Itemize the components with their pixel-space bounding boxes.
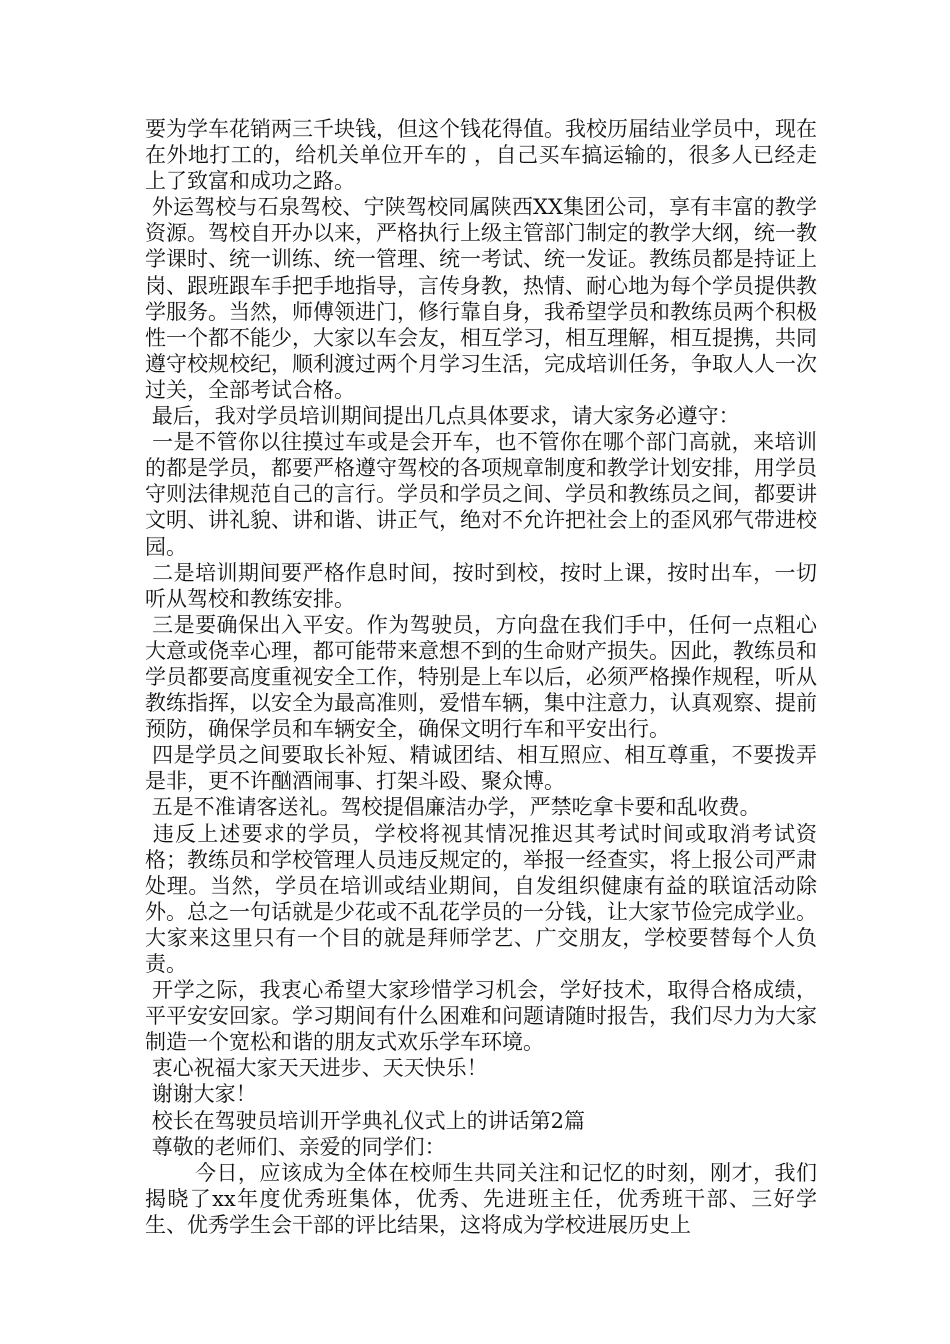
paragraph: 一是不管你以往摸过车或是会开车，也不管你在哪个部门高就，来培训的都是学员，都要严格遵守驾校的各项规章制度和教学计划安排，用学员守则法律规范自己的言行。学员和学员之间、学员和教练员之间，都要讲文明、讲礼貌、讲和谐、讲正气，绝对不允许把社会上的歪风邪气带进校园。	[145, 430, 817, 559]
paragraph: 二是培训期间要严格作息时间，按时到校，按时上课，按时出车，一切听从驾校和教练安排。	[145, 560, 817, 611]
salutation: 尊敬的老师们、亲爱的同学们：	[145, 1134, 446, 1159]
paragraph: 五是不准请客送礼。驾校提倡廉洁办学，严禁吃拿卡要和乱收费。	[145, 795, 761, 820]
paragraph: 衷心祝福大家天天进步、天天快乐！	[145, 1056, 488, 1081]
paragraph: 三是要确保出入平安。作为驾驶员，方向盘在我们手中，任何一点粗心大意或侥幸心理，都可能带来意想不到的生命财产损失。因此，教练员和学员都要高度重视安全工作，特别是上车以后，必须严格操作规程，听从教练指挥，以安全为最高准则，爱惜车辆，集中注意力，认真观察、提前预防，确保学员和车辆安全，确保文明行车和平安出行。	[145, 612, 817, 742]
paragraph: 谢谢大家！	[145, 1082, 257, 1107]
paragraph: 四是学员之间要取长补短、精诚团结、相互照应、相互尊重，不要拨弄是非，更不许酗酒闹事、打架斗殴、聚众博。	[145, 743, 817, 794]
paragraph: 违反上述要求的学员，学校将视其情况推迟其考试时间或取消考试资格；教练员和学校管理人员违反规定的，举报一经查实，将上报公司严肃处理。当然，学员在培训或结业期间，自发组织健康有益的联谊活动除外。总之一句话就是少花或不乱花学员的一分钱，让大家节俭完成学业。大家来这里只有一个目的就是拜师学艺、广交朋友，学校要替每个人负责。	[145, 821, 817, 976]
section-title: 校长在驾驶员培训开学典礼仪式上的讲话第2篇	[145, 1108, 586, 1133]
document-body	[145, 116, 817, 1238]
paragraph: 今日，应该成为全体在校师生共同关注和记忆的时刻，刚才，我们揭晓了xx年度优秀班集体，优秀、先进班主任，优秀班干部、三好学生、优秀学生会干部的评比结果，这将成为学校进展历史上	[145, 1160, 817, 1237]
paragraph: 要为学车花销两三千块钱，但这个钱花得值。我校历届结业学员中，现在在外地打工的，给机关单位开车的 ，自己买车搞运输的，很多人已经走上了致富和成功之路。	[145, 117, 817, 194]
paragraph: 最后，我对学员培训期间提出几点具体要求，请大家务必遵守：	[145, 404, 740, 429]
paragraph: 外运驾校与石泉驾校、宁陕驾校同属陕西XX集团公司，享有丰富的教学资源。驾校自开办以来，严格执行上级主管部门制定的教学大纲，统一教学课时、统一训练、统一管理、统一考试、统一发证。教练员都是持证上岗、跟班跟车手把手地指导，言传身教，热情、耐心地为每个学员提供教学服务。当然，师傅领进门，修行靠自身，我希望学员和教练员两个积极性一个都不能少，大家以车会友，相互学习，相互理解，相互提携，共同遵守校规校纪，顺利渡过两个月学习生活，完成培训任务，争取人人一次过关，全部考试合格。	[145, 195, 817, 402]
paragraph: 开学之际，我衷心希望大家珍惜学习机会，学好技术，取得合格成绩，平平安安回家。学习期间有什么困难和问题请随时报告，我们尽力为大家制造一个宽松和谐的朋友式欢乐学车环境。	[145, 978, 817, 1055]
